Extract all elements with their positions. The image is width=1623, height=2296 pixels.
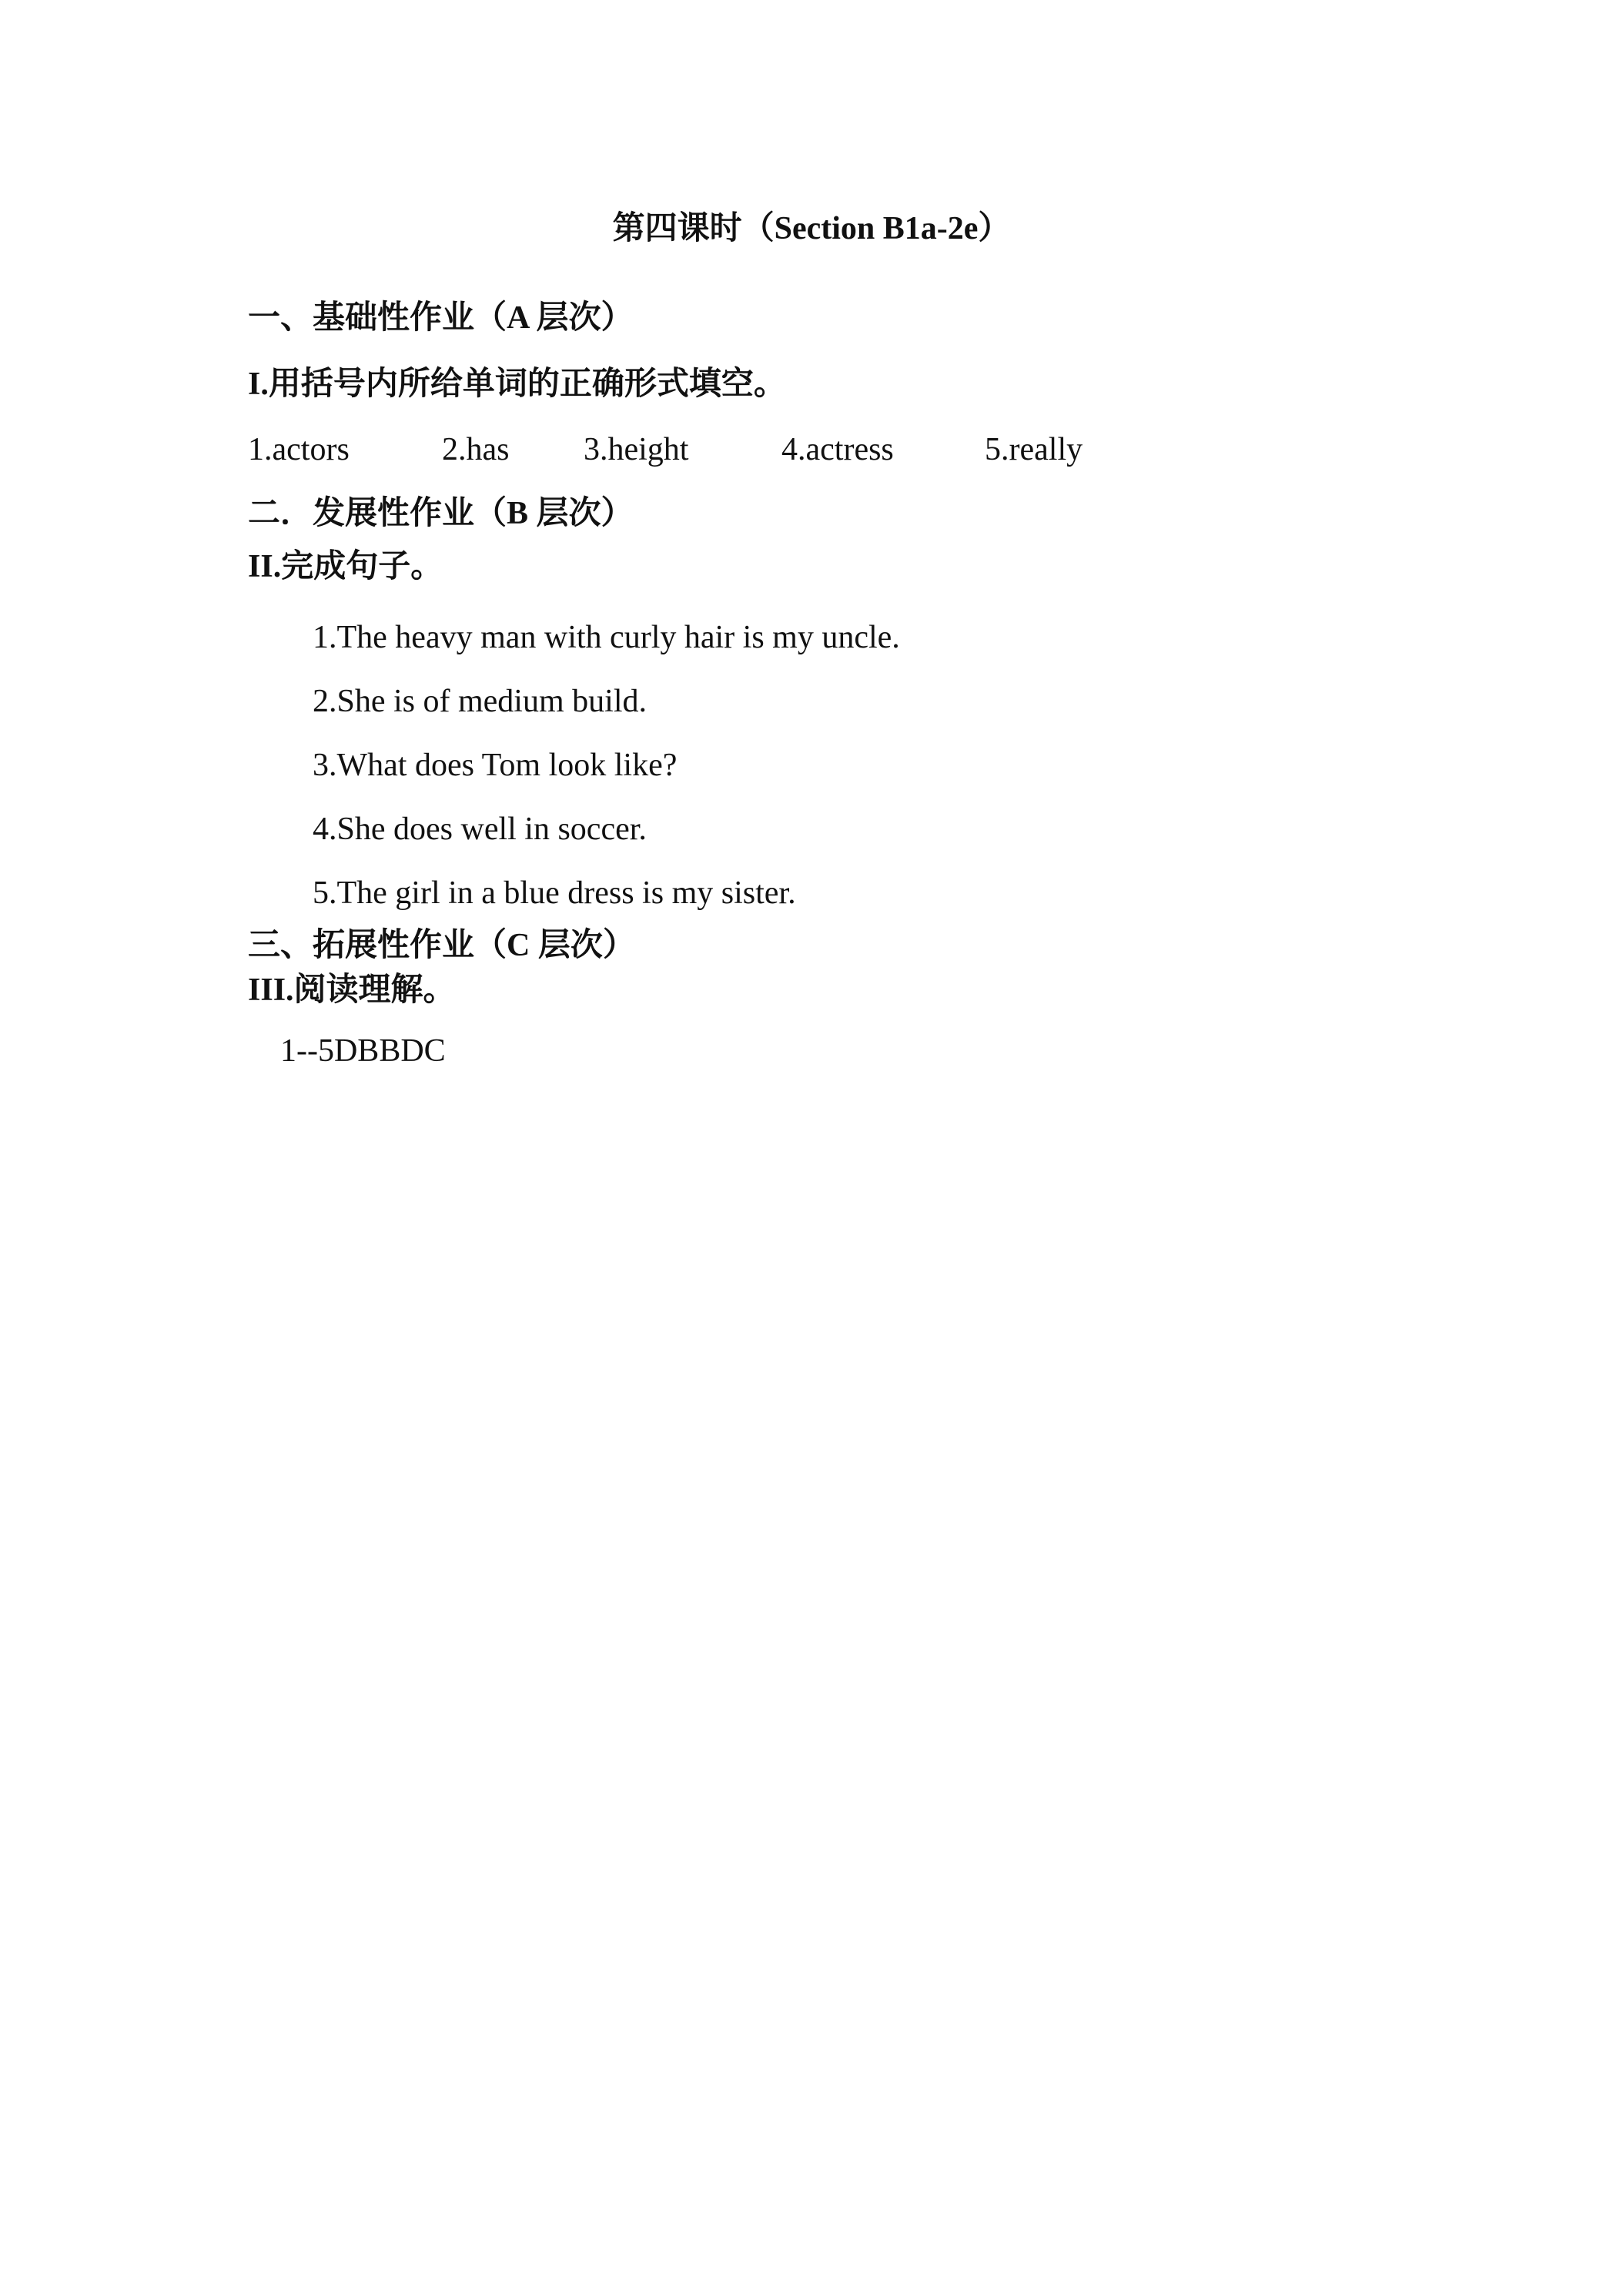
sentence-1: 1.The heavy man with curly hair is my uncle. [313,620,900,655]
section-b-heading: 二．发展性作业（B 层次） [248,496,634,531]
answer-4: 4.actress [781,432,894,467]
reading-answer: 1--5DBBDC [280,1033,446,1069]
section-a-task: I.用括号内所给单词的正确形式填空。 [248,366,786,402]
answer-5: 5.really [985,432,1083,467]
section-c-heading: 三、拓展性作业（C 层次） [248,928,635,963]
answer-2: 2.has [442,432,510,467]
answer-3: 3.height [584,432,689,467]
section-a-heading: 一、基础性作业（A 层次） [248,300,634,336]
sentence-3: 3.What does Tom look like? [313,748,678,783]
section-b-task: II.完成句子。 [248,549,443,584]
sentence-2: 2.She is of medium build. [313,684,647,719]
section-c-task: III.阅读理解。 [248,972,456,1008]
sentence-5: 5.The girl in a blue dress is my sister. [313,875,796,911]
answer-1: 1.actors [248,432,350,467]
sentence-4: 4.She does well in soccer. [313,812,647,847]
page-title: 第四课时（Section B1a-2e） [612,211,1011,246]
